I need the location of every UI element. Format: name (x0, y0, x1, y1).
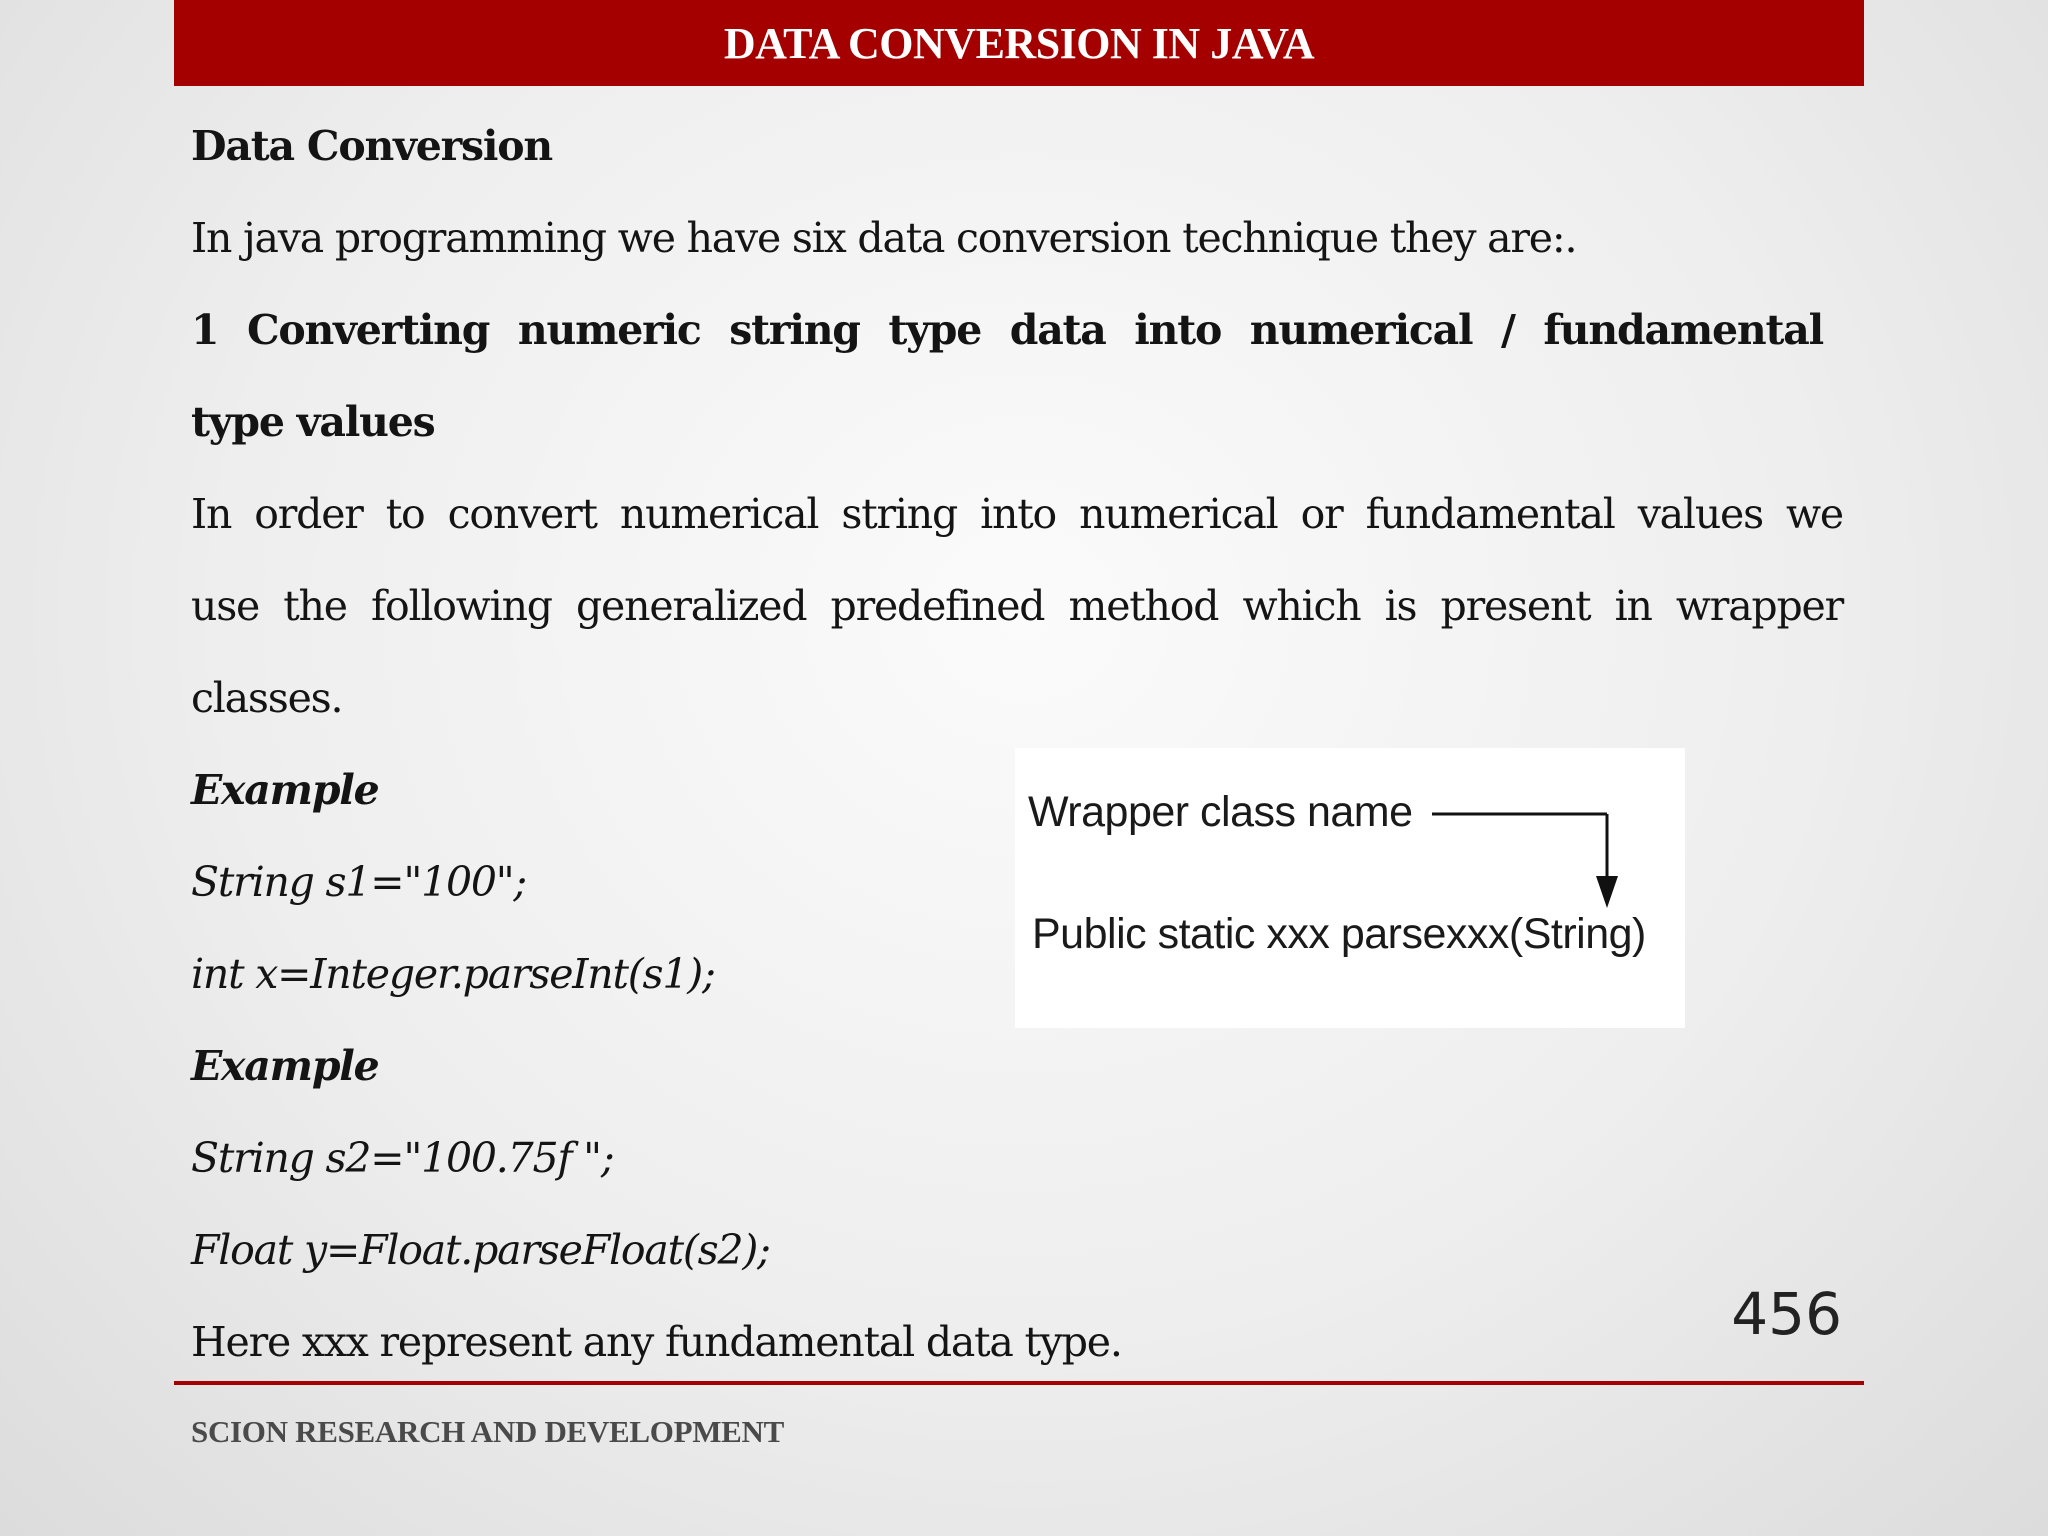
footer-divider (174, 1381, 1864, 1385)
slide-title: DATA CONVERSION IN JAVA (723, 18, 1315, 68)
paragraph-line-2: use the following generalized predefined method which is present in wrapper (191, 582, 1843, 630)
note-text: Here xxx represent any fundamental data type. (191, 1318, 1122, 1366)
example-2-code-line-1: String s2="100.75f "; (191, 1134, 614, 1182)
point-1-line-2: type values (191, 398, 435, 446)
example-1-code-line-1: String s1="100"; (191, 858, 527, 906)
arrow-down-icon (1596, 876, 1618, 908)
arrow-connector (1015, 748, 1685, 1028)
example-1-code-line-2: int x=Integer.parseInt(s1); (191, 950, 715, 998)
example-2-code-line-2: Float y=Float.parseFloat(s2); (191, 1226, 770, 1274)
example-1-label: Example (191, 766, 379, 814)
paragraph-line-1: In order to convert numerical string into numerical or fundamental values we (191, 490, 1843, 538)
page-number: 456 (1731, 1280, 1842, 1348)
example-2-label: Example (191, 1042, 379, 1090)
slide-content (191, 100, 1843, 1388)
footer-organization: SCION RESEARCH AND DEVELOPMENT (191, 1414, 785, 1449)
section-heading: Data Conversion (191, 122, 553, 170)
parse-method-diagram (1015, 748, 1685, 1028)
title-bar (174, 0, 1864, 86)
paragraph-line-3: classes. (191, 674, 343, 722)
point-1-line-1: 1 Converting numeric string type data into numerical / fundamental (191, 306, 1823, 354)
intro-text: In java programming we have six data conversion technique they are:. (191, 214, 1577, 262)
method-signature-label: Public static xxx parsexxx(String) (1032, 910, 1646, 958)
wrapper-class-label: Wrapper class name (1028, 788, 1413, 836)
